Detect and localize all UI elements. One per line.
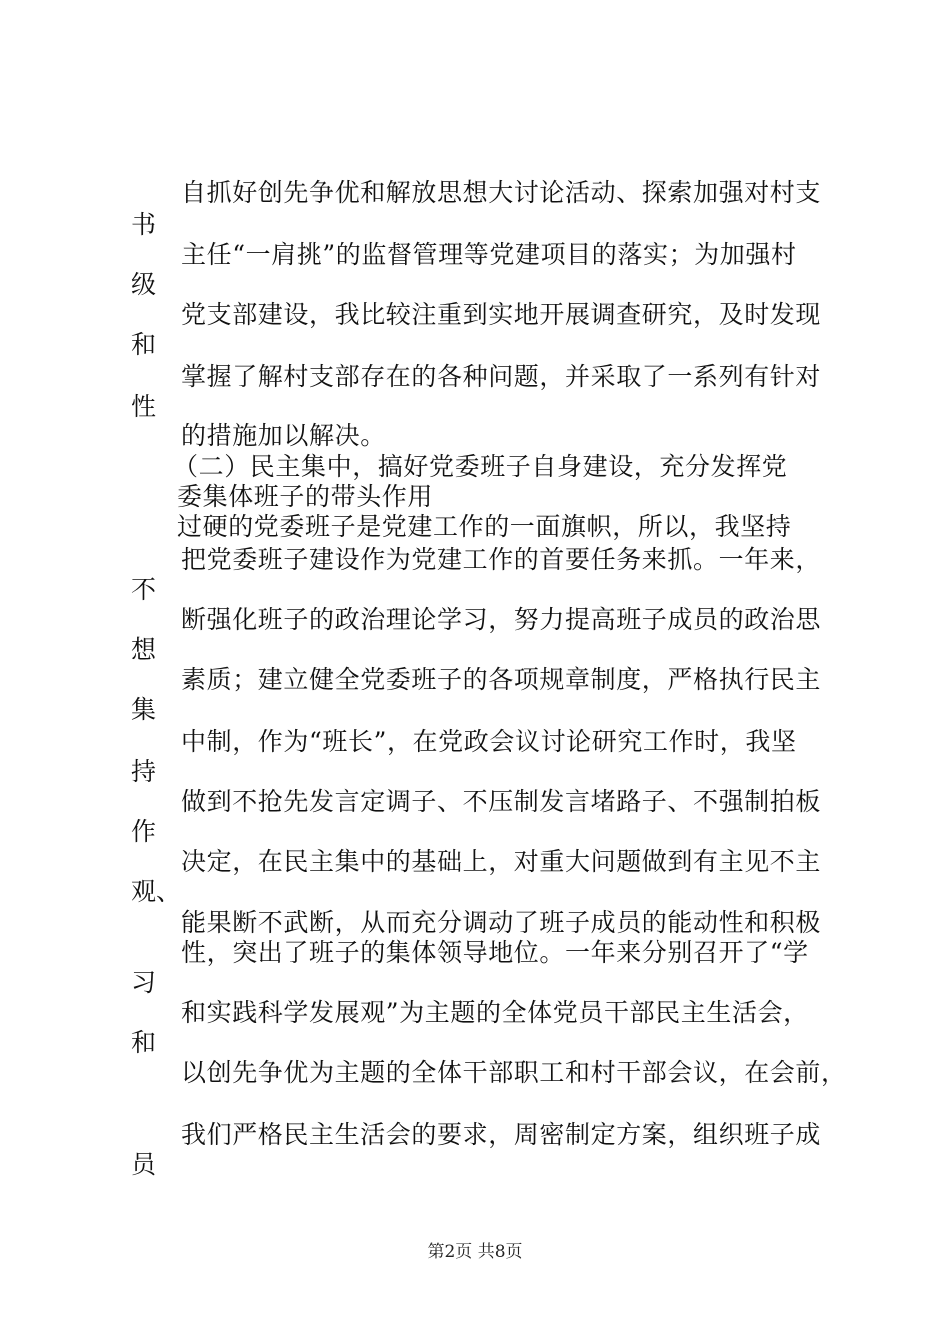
margin-character: 性: [131, 392, 157, 421]
margin-character: 和: [131, 330, 157, 359]
body-line: 我们严格民主生活会的要求，周密制定方案，组织班子成: [181, 1120, 822, 1149]
margin-character: 作: [131, 817, 157, 846]
body-line: 素质；建立健全党委班子的各项规章制度，严格执行民主: [181, 665, 822, 694]
body-line: 和实践科学发展观”为主题的全体党员干部民主生活会，: [181, 998, 809, 1027]
body-line: 把党委班子建设作为党建工作的首要任务来抓。一年来，: [181, 545, 822, 574]
margin-character: 不: [131, 575, 157, 604]
margin-character: 想: [131, 635, 157, 664]
body-line: 能果断不武断，从而充分调动了班子成员的能动性和积极: [181, 908, 822, 937]
body-line: 掌握了解村支部存在的各种问题，并采取了一系列有针对: [181, 362, 822, 391]
body-line: 性，突出了班子的集体领导地位。一年来分别召开了“学: [181, 938, 809, 967]
margin-character: 和: [131, 1028, 157, 1057]
body-line: 决定，在民主集中的基础上，对重大问题做到有主见不主: [181, 847, 822, 876]
body-line: 党支部建设，我比较注重到实地开展调查研究，及时发现: [181, 300, 822, 329]
page-indicator: 第2页 共8页: [427, 1242, 523, 1262]
section-heading-line: 委集体班子的带头作用: [177, 482, 434, 511]
section-heading-line: （二）民主集中，搞好党委班子自身建设，充分发挥党: [173, 452, 788, 481]
body-line: 断强化班子的政治理论学习，努力提高班子成员的政治思: [181, 605, 822, 634]
body-line: 的措施加以解决。: [181, 421, 386, 450]
body-line: 做到不抢先发言定调子、不压制发言堵路子、不强制拍板: [181, 787, 822, 816]
margin-character: 集: [131, 695, 157, 724]
body-line: 以创先争优为主题的全体干部职工和村干部会议，在会前，: [181, 1058, 847, 1087]
margin-character: 习: [131, 968, 157, 997]
margin-character: 书: [131, 210, 157, 239]
margin-character: 观、: [131, 877, 182, 906]
margin-character: 持: [131, 757, 157, 786]
body-line: 主任“一肩挑”的监督管理等党建项目的落实；为加强村: [181, 240, 797, 269]
margin-character: 员: [131, 1150, 157, 1179]
body-line: 过硬的党委班子是党建工作的一面旗帜，所以，我坚持: [177, 512, 792, 541]
body-line: 中制，作为“班长”，在党政会议讨论研究工作时，我坚: [181, 727, 797, 756]
body-line: 自抓好创先争优和解放思想大讨论活动、探索加强对村支: [181, 178, 822, 207]
margin-character: 级: [131, 270, 157, 299]
